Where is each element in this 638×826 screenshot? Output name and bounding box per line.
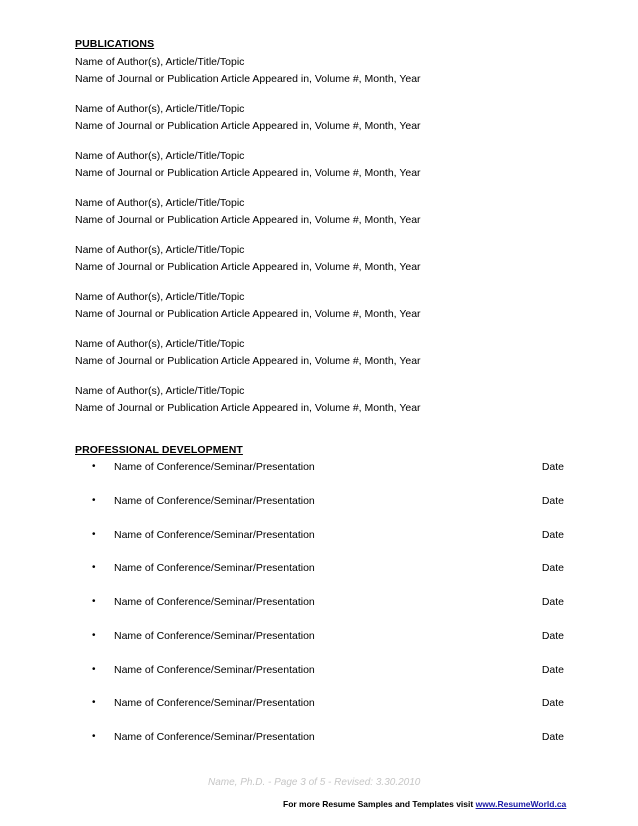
publication-journal-line: Name of Journal or Publication Article Appeared in, Volume #, Month, Year [75, 401, 421, 414]
conference-item [92, 458, 564, 492]
conference-date: Date [541, 629, 564, 642]
bullet-icon: • [92, 629, 96, 641]
bullet-icon: • [92, 596, 96, 607]
conference-date: Date [541, 663, 564, 676]
conference-name: Name of Conference/Seminar/Presentation [114, 596, 315, 608]
publication-entry [75, 383, 575, 430]
conference-name: Name of Conference/Seminar/Presentation [114, 494, 315, 507]
conference-item [92, 492, 564, 526]
bullet-icon: • [92, 494, 96, 506]
publication-author-line: Name of Author(s), Article/Title/Topic [75, 103, 245, 115]
publication-entry [75, 54, 575, 101]
publication-journal-line: Name of Journal or Publication Article Appeared in, Volume #, Month, Year [75, 260, 421, 273]
conference-item [92, 559, 564, 593]
conference-name: Name of Conference/Seminar/Presentation [114, 731, 315, 743]
conference-date: Date [541, 697, 564, 710]
conference-item [92, 627, 564, 661]
conference-date: Date [541, 562, 564, 575]
bullet-icon: • [92, 697, 96, 709]
publication-entry [75, 336, 575, 383]
professional-development-list [92, 458, 564, 762]
bullet-icon: • [92, 461, 96, 472]
publication-entry [75, 101, 575, 148]
conference-date: Date [541, 494, 564, 507]
publication-entry [75, 148, 575, 195]
conference-date: Date [541, 596, 564, 608]
bullet-icon: • [92, 663, 96, 675]
publication-entry [75, 289, 575, 336]
conference-name: Name of Conference/Seminar/Presentation [114, 663, 315, 676]
conference-name: Name of Conference/Seminar/Presentation [114, 528, 315, 541]
publication-author-line: Name of Author(s), Article/Title/Topic [75, 56, 245, 68]
publication-author-line: Name of Author(s), Article/Title/Topic [75, 150, 245, 162]
conference-name: Name of Conference/Seminar/Presentation [114, 562, 315, 575]
publication-journal-line: Name of Journal or Publication Article Appeared in, Volume #, Month, Year [75, 213, 421, 226]
conference-item [92, 593, 564, 627]
footer-promo-text: For more Resume Samples and Templates visit [283, 799, 476, 809]
conference-name: Name of Conference/Seminar/Presentation [114, 629, 315, 642]
conference-name: Name of Conference/Seminar/Presentation [114, 697, 315, 710]
publication-entry [75, 195, 575, 242]
conference-date: Date [541, 461, 564, 473]
conference-date: Date [541, 528, 564, 541]
publication-author-line: Name of Author(s), Article/Title/Topic [75, 197, 245, 209]
conference-item [92, 728, 564, 762]
footer-promo [283, 799, 566, 809]
bullet-icon: • [92, 731, 96, 742]
conference-item [92, 661, 564, 695]
publication-journal-line: Name of Journal or Publication Article Appeared in, Volume #, Month, Year [75, 72, 421, 85]
conference-name: Name of Conference/Seminar/Presentation [114, 461, 315, 473]
publication-entry [75, 242, 575, 289]
bullet-icon: • [92, 528, 96, 540]
professional-development-heading: PROFESSIONAL DEVELOPMENT [75, 444, 243, 456]
publication-journal-line: Name of Journal or Publication Article Appeared in, Volume #, Month, Year [75, 119, 421, 132]
publication-journal-line: Name of Journal or Publication Article Appeared in, Volume #, Month, Year [75, 166, 421, 179]
conference-date: Date [541, 731, 564, 743]
publication-author-line: Name of Author(s), Article/Title/Topic [75, 291, 245, 303]
conference-item [92, 694, 564, 728]
conference-item [92, 526, 564, 560]
publication-journal-line: Name of Journal or Publication Article Appeared in, Volume #, Month, Year [75, 307, 421, 320]
publication-author-line: Name of Author(s), Article/Title/Topic [75, 385, 245, 397]
publication-journal-line: Name of Journal or Publication Article Appeared in, Volume #, Month, Year [75, 354, 421, 367]
publications-list [75, 54, 575, 430]
publication-author-line: Name of Author(s), Article/Title/Topic [75, 338, 245, 350]
publication-author-line: Name of Author(s), Article/Title/Topic [75, 244, 245, 256]
publications-heading: PUBLICATIONS [75, 38, 155, 50]
resumeworld-link[interactable]: www.ResumeWorld.ca [475, 799, 567, 809]
page-footer-info: Name, Ph.D. - Page 3 of 5 - Revised: 3.30.2010 [208, 777, 421, 788]
bullet-icon: • [92, 562, 96, 574]
